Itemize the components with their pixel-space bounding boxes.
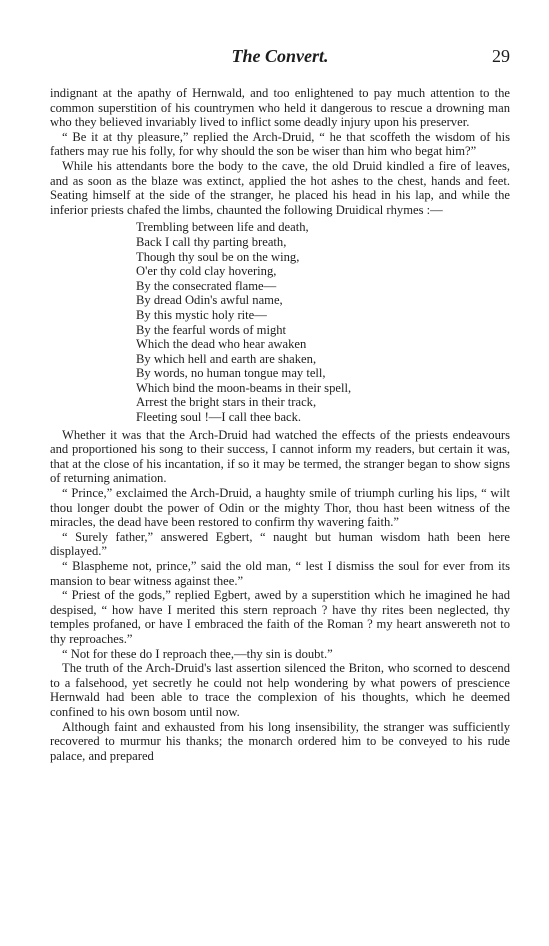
paragraph: “ Prince,” exclaimed the Arch-Druid, a haughty smile of triumph curling his lips, “ wilt thou longer doubt the power of Odin or the mighty Thor, thou hast been witness of the miracles, the dead have been restored to confirm thy wavering faith.” [50, 486, 510, 530]
paragraph: The truth of the Arch-Druid's last assertion silenced the Briton, who scorned to descend to a falsehood, yet secretly he could not help wondering by what powers of prescience Hernwald had been able to trace the complexion of his thoughts, which he deemed confined to his own bosom until now. [50, 661, 510, 719]
poem-line: By the fearful words of might [136, 322, 287, 337]
poem-line: By words, no human tongue may tell, [136, 366, 326, 381]
running-title: The Convert. [231, 46, 329, 66]
paragraph: Although faint and exhausted from his long insensibility, the stranger was sufficiently recovered to murmur his thanks; the monarch ordered him to be conveyed to his rude palace, and prepared [50, 719, 510, 763]
poem-line: Trembling between life and death, [136, 220, 309, 235]
poem-line: Though thy soul be on the wing, [136, 249, 300, 264]
paragraph: “ Blaspheme not, prince,” said the old man, “ lest I dismiss the soul for ever from its mansion to bear witness against thee.” [50, 559, 510, 588]
poem-line: By the consecrated flame— [136, 278, 277, 293]
paragraph: “ Not for these do I reproach thee,—thy sin is doubt.” [62, 646, 333, 661]
poem-line: Which the dead who hear awaken [136, 337, 307, 352]
paragraph: “ Surely father,” answered Egbert, “ naught but human wisdom hath been here displayed.” [50, 529, 510, 559]
paragraph: While his attendants bore the body to the cave, the old Druid kindled a fire of leaves, and as soon as the blaze was extinct, applied the hot ashes to the chest, hands and feet. Seating himself at the side of the stranger, he placed his head in his lap, and while the inferior priests chafed the limbs, chaunted the following Druidical rhymes :— [50, 158, 510, 217]
poem-line: Which bind the moon-beams in their spell, [136, 380, 352, 395]
druidical-rhymes [136, 220, 510, 424]
page-body [50, 86, 510, 763]
poem-line: Fleeting soul !—I call thee back. [136, 410, 302, 425]
paragraph: “ Be it at thy pleasure,” replied the Arch-Druid, “ he that scoffeth the wisdom of his fathers may rue his folly, for why should the son be wiser than him who begat him?” [50, 129, 510, 159]
poem-line: Arrest the bright stars in their track, [136, 395, 317, 410]
page-number: 29 [492, 46, 510, 66]
paragraph: indignant at the apathy of Hernwald, and too enlightened to pay much attention to the common superstition of his countrymen who held it dangerous to rescue a drowning man who they believed invariably lived to inflict some deadly injury upon his preserver. [50, 86, 510, 130]
poem-line: By this mystic holy rite— [136, 307, 267, 322]
poem-line: By which hell and earth are shaken, [136, 351, 317, 366]
paragraph: “ Priest of the gods,” replied Egbert, awed by a superstition which he imagined he had despised, “ how have I merited this stern reproach ? have thy rites been neglected, thy temples profaned, or have I embraced the faith of the Roman ? my heart answereth not to thy reproaches.” [50, 588, 510, 646]
poem-line: By dread Odin's awful name, [136, 293, 283, 308]
paragraph: Whether it was that the Arch-Druid had watched the effects of the priests endeavours and proportioned his song to their success, I cannot inform my readers, but certain it was, that at the close of his incantation, if so it may be termed, the stranger began to show signs of returning animation. [50, 427, 510, 486]
page-header [50, 46, 510, 70]
poem-line: O'er thy cold clay hovering, [136, 264, 277, 279]
poem-line: Back I call thy parting breath, [136, 234, 287, 249]
